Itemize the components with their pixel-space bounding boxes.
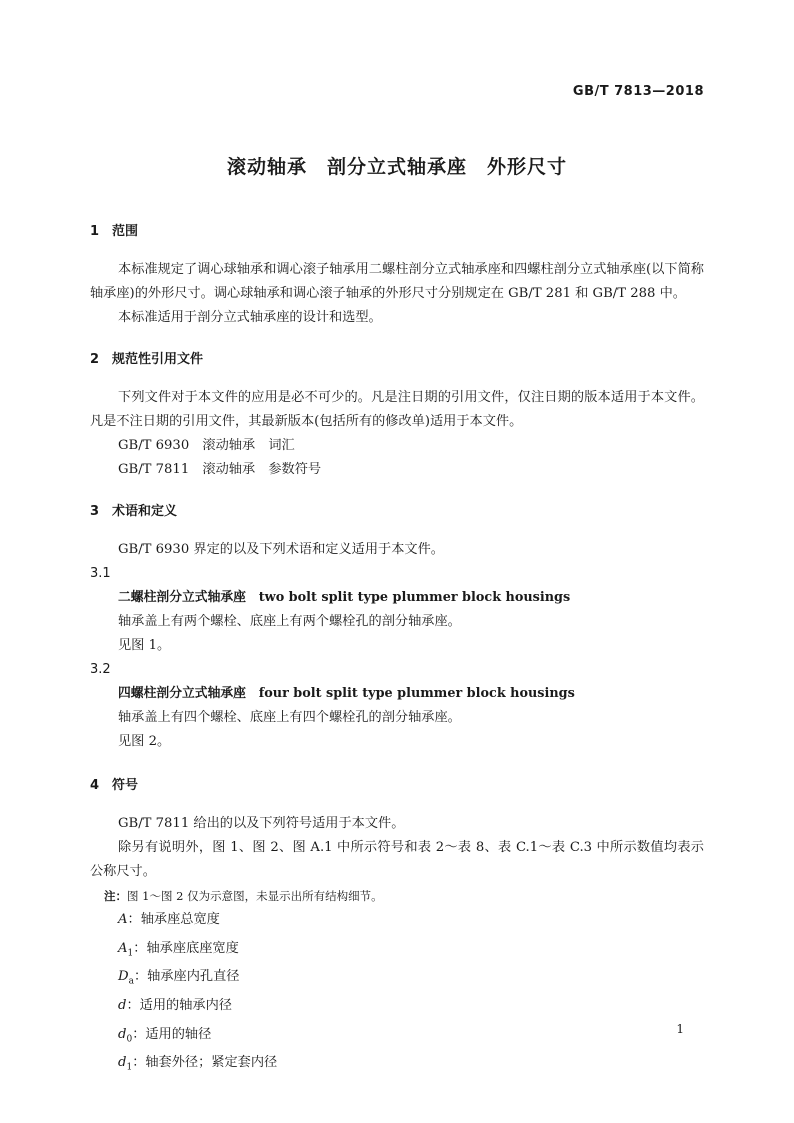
section-1-heading bbox=[90, 220, 704, 244]
clause-3-2-number: 3.2 bbox=[90, 662, 111, 677]
section-2-number: 2 bbox=[90, 352, 100, 367]
symbol-subscript: 1 bbox=[127, 948, 134, 959]
document-title: 滚动轴承 剖分立式轴承座 外形尺寸 bbox=[226, 156, 567, 178]
clause-3-1-term-en: two bolt split type plummer block housings bbox=[258, 590, 571, 605]
note-text: 图 1～图 2 仅为示意图，未显示出所有结构细节。 bbox=[127, 889, 383, 903]
clause-3-2-definition: 轴承盖上有四个螺栓、底座上有四个螺栓孔的剖分轴承座。 bbox=[118, 710, 461, 725]
section-2-paragraph-1: 下列文件对于本文件的应用是必不可少的。凡是注日期的引用文件，仅注日期的版本适用于本文件。凡是不注日期的引用文件，其最新版本(包括所有的修改单)适用于本文件。 bbox=[90, 390, 704, 429]
clause-3-2-term-en: four bolt split type plummer block housings bbox=[258, 686, 575, 701]
reference-gbt-7811: GB/T 7811 滚动轴承 参数符号 bbox=[118, 462, 322, 477]
clause-3-1-number: 3.1 bbox=[90, 566, 111, 581]
section-3-title: 术语和定义 bbox=[112, 504, 178, 519]
symbol-item bbox=[90, 965, 704, 994]
symbol-description: ：适用的轴承内径 bbox=[126, 997, 232, 1013]
clause-3-2-term bbox=[90, 682, 704, 706]
clause-3-1-term-zh: 二螺柱剖分立式轴承座 bbox=[118, 590, 246, 605]
symbol-description: ：轴承座总宽度 bbox=[127, 912, 220, 927]
symbol-letter: d bbox=[118, 1026, 127, 1042]
clause-3-2-term-zh: 四螺柱剖分立式轴承座 bbox=[118, 686, 246, 701]
symbol-letter: D bbox=[118, 969, 129, 985]
page-number: 1 bbox=[676, 1022, 684, 1036]
section-4-title: 符号 bbox=[112, 778, 139, 793]
section-3-number: 3 bbox=[90, 504, 100, 519]
symbol-letter: A bbox=[118, 912, 128, 927]
symbol-subscript: 0 bbox=[126, 1034, 133, 1045]
clause-3-1-see-figure: 见图 1。 bbox=[118, 638, 171, 653]
symbol-description: ：适用的轴径 bbox=[132, 1026, 212, 1042]
section-3-heading bbox=[90, 500, 704, 524]
symbol-subscript: a bbox=[128, 976, 134, 987]
symbol-letter: d bbox=[118, 997, 127, 1013]
section-2-heading bbox=[90, 348, 704, 372]
symbol-item bbox=[90, 1023, 704, 1052]
section-4-note bbox=[90, 884, 704, 908]
section-4-heading bbox=[90, 774, 704, 798]
reference-gbt-6930: GB/T 6930 滚动轴承 词汇 bbox=[118, 438, 295, 453]
document-body bbox=[90, 220, 704, 1080]
symbol-description: ：轴套外径；紧定套内径 bbox=[132, 1055, 278, 1071]
section-3-paragraph-1: GB/T 6930 界定的以及下列术语和定义适用于本文件。 bbox=[118, 542, 444, 557]
standard-code: GB/T 7813—2018 bbox=[572, 84, 704, 99]
section-1-paragraph-1: 本标准规定了调心球轴承和调心滚子轴承用二螺柱剖分立式轴承座和四螺柱剖分立式轴承座(以下简称轴承座)的外形尺寸。调心球轴承和调心滚子轴承的外形尺寸分别规定在 GB/T 281 和 GB/T 288 中。 bbox=[90, 262, 704, 301]
symbol-letter: A bbox=[118, 940, 128, 956]
section-1-number: 1 bbox=[90, 224, 100, 239]
note-label: 注： bbox=[104, 889, 127, 903]
section-1-paragraph-2: 本标准适用于剖分立式轴承座的设计和选型。 bbox=[118, 310, 382, 325]
section-2-title: 规范性引用文件 bbox=[112, 352, 204, 367]
symbol-item bbox=[90, 994, 704, 1023]
symbol-description: ：轴承座内孔直径 bbox=[133, 969, 240, 985]
symbol-subscript: 1 bbox=[126, 1062, 133, 1073]
symbol-item bbox=[90, 1051, 704, 1080]
section-4-paragraph-2: 除另有说明外，图 1、图 2、图 A.1 中所示符号和表 2～表 8、表 C.1～表 C.3 中所示数值均表示公称尺寸。 bbox=[90, 840, 704, 879]
symbol-item bbox=[90, 908, 704, 937]
clause-3-1-term bbox=[90, 586, 704, 610]
section-1-title: 范围 bbox=[112, 224, 139, 239]
symbol-description: ：轴承座底座宽度 bbox=[133, 940, 239, 956]
clause-3-2-see-figure: 见图 2。 bbox=[118, 734, 171, 749]
section-4-paragraph-1: GB/T 7811 给出的以及下列符号适用于本文件。 bbox=[118, 816, 405, 831]
symbol-item bbox=[90, 937, 704, 966]
symbol-letter: d bbox=[118, 1055, 127, 1071]
clause-3-1-definition: 轴承盖上有两个螺栓、底座上有两个螺栓孔的剖分轴承座。 bbox=[118, 614, 461, 629]
section-4-number: 4 bbox=[90, 778, 100, 793]
